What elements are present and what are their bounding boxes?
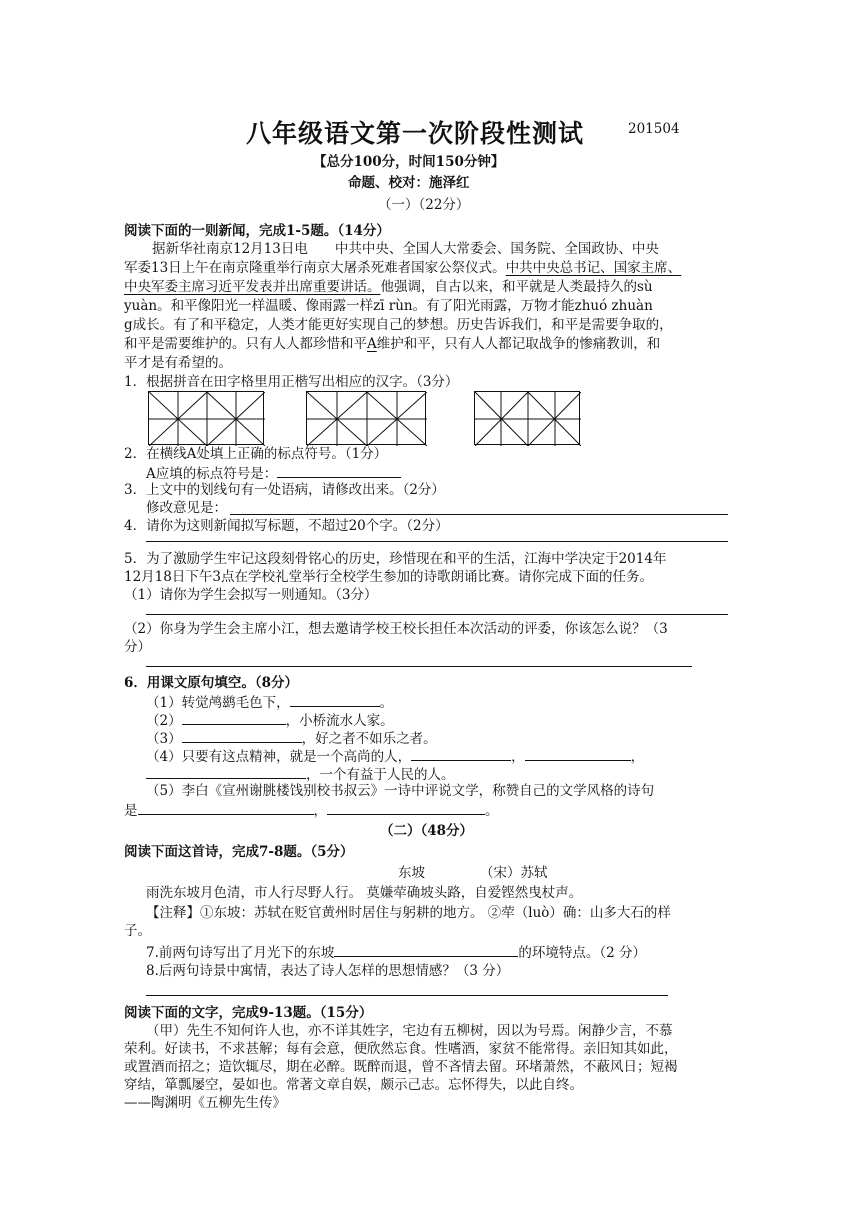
blank-q6-4a[interactable] [411,746,511,761]
question-4: 4．请你为这则新闻拟写标题，不超过20个字。（2分） [124,518,449,534]
section-two-heading: （二）（48分） [380,823,474,839]
answer-line-q5-1[interactable] [146,614,728,615]
question-5-line-2: 12月18日下午3点在学校礼堂举行全校学生参加的诗歌朗诵比赛。请你完成下面的任务。 [124,569,653,585]
question-2-answer-row: A应填的标点符号是： [146,463,401,484]
q6-line-5: ，一个有益于人民的人。 [146,764,455,785]
poem-title: 东坡 [398,865,425,881]
news-line-3: 中央军委主席习近平发表并出席重要讲话。他强调，自古以来，和平就是人类最持久的sù [124,279,653,295]
underlined-sentence-part1: 中共中央总书记、国家主席、 [505,260,682,276]
blank-q6-5b[interactable] [327,800,485,815]
question-6-title: 6．用课文原句填空。（8分） [124,675,299,691]
news-line-4: yuàn。和平像阳光一样温暖、像雨露一样zī rùn。有了阳光雨露，万物才能zhuó zhuàn [124,298,653,314]
question-7: 7.前两句诗写出了月光下的东坡 的环境特点。（2 分） [146,942,646,963]
passage-line-4: 穿结，箪瓢屡空，晏如也。常著文章自娱，颇示己志。忘怀得失，以此自终。 [124,1077,583,1093]
underlined-sentence-part2: 中央军委主席习近平发表并出席重要讲话。 [124,279,381,295]
question-3-label: 修改意见是： [146,500,227,516]
part3-instruction: 阅读下面的文字，完成9-13题。（15分） [124,1005,373,1021]
answer-line-q5-2[interactable] [146,666,692,667]
section-one-heading: （一）（22分） [378,197,470,213]
writing-grid-2[interactable] [306,391,426,445]
question-5-sub-2-cont: 分） [124,639,151,655]
blank-q6-2[interactable] [182,710,286,725]
answer-line-q8[interactable] [146,995,668,996]
q6-line-1: （1）转觉鸬鹚毛色下， 。 [146,692,393,713]
writing-grid-1[interactable] [148,391,264,445]
news-line-5: g成长。有了和平稳定，人类才能更好实现自己的梦想。历史告诉我们，和平是需要争取的， [124,317,673,333]
poem-text: 雨洗东坡月色清，市人行尽野人行。 莫嫌荦确坡头路，自爱铿然曳杖声。 [146,885,583,901]
passage-source: ——陶渊明《五柳先生传》 [124,1095,286,1111]
writing-grid-3[interactable] [474,391,580,445]
question-5-sub-1: （1）请你为学生会拟写一则通知。（3分） [124,587,378,603]
answer-line-q4[interactable] [146,541,728,542]
news-line-1: 据新华社南京12月13日电 中共中央、全国人大常委会、国务院、全国政协、中央 [152,241,659,257]
poem-note-1: 【注释】①东坡：苏轼在贬官黄州时居住与躬耕的地方。 ②荦（luò）确：山多大石的样 [146,905,671,921]
blank-q6-3[interactable] [182,728,302,743]
q6-line-2: （2） ，小桥流水人家。 [146,710,394,731]
passage-line-1: （甲）先生不知何许人也，亦不详其姓字，宅边有五柳树，因以为号焉。闲静少言，不慕 [146,1023,673,1039]
blank-marker-a: A [367,336,377,352]
author-info: 命题、校对：施泽红 [348,175,470,191]
blank-q6-4c[interactable] [146,764,306,779]
poem-author: （宋）苏轼 [480,865,548,881]
question-5-sub-2: （2）你身为学生会主席小江，想去邀请学校王校长担任本次活动的评委，你该怎么说？（3 [124,621,668,637]
q6-line-4: （4）只要有这点精神，就是一个高尚的人， ， ， [146,746,644,767]
blank-q6-1[interactable] [290,692,380,707]
answer-line-q3[interactable] [230,514,728,515]
blank-q6-5a[interactable] [138,800,314,815]
news-line-7: 平才是有希望的。 [124,355,232,371]
blank-q7[interactable] [334,942,518,957]
poem-note-2: 子。 [124,923,151,939]
q6-line-7: 是 ， 。 [124,800,499,821]
question-2: 2．在横线A处填上正确的标点符号。（1分） [124,446,388,462]
test-code: 201504 [628,121,680,137]
page-title: 八年级语文第一次阶段性测试 [246,119,585,148]
blank-q6-4b[interactable] [525,746,631,761]
passage-line-2: 荣利。好读书，不求甚解；每有会意，便欣然忘食。性嗜酒，家贫不能常得。亲旧知其如此， [124,1041,678,1057]
question-5-line-1: 5．为了激励学生牢记这段刻骨铭心的历史，珍惜现在和平的生活，江海中学决定于2014年 [124,551,667,567]
answer-blank-q2[interactable] [277,463,401,478]
q6-line-3: （3） ，好之者不如乐之者。 [146,728,437,749]
question-8: 8.后两句诗景中寓情，表达了诗人怎样的思想情感？（3 分） [146,963,510,979]
part1-instruction: 阅读下面的一则新闻，完成1-5题。（14分） [124,223,390,239]
news-line-2: 军委13日上午在南京隆重举行南京大屠杀死难者国家公祭仪式。中共中央总书记、国家主席、 [124,260,682,276]
question-1: 1．根据拼音在田字格里用正楷写出相应的汉字。（3分） [124,374,459,390]
part2-instruction: 阅读下面这首诗，完成7-8题。（5分） [124,844,354,860]
q6-line-6: （5）李白《宣州谢朓楼饯别校书叔云》一诗中评说文学，称赞自己的文学风格的诗句 [146,783,655,799]
question-3: 3．上文中的划线句有一处语病，请修改出来。（2分） [124,482,445,498]
score-time-info: 【总分100分，时间150分钟】 [313,154,505,170]
passage-line-3: 或置酒而招之；造饮辄尽，期在必醉。既醉而退，曾不吝情去留。环堵萧然，不蔽风日；短褐 [124,1059,678,1075]
news-line-6: 和平是需要维护的。只有人人都珍惜和平A维护和平，只有人人都记取战争的惨痛教训，和 [124,336,661,352]
